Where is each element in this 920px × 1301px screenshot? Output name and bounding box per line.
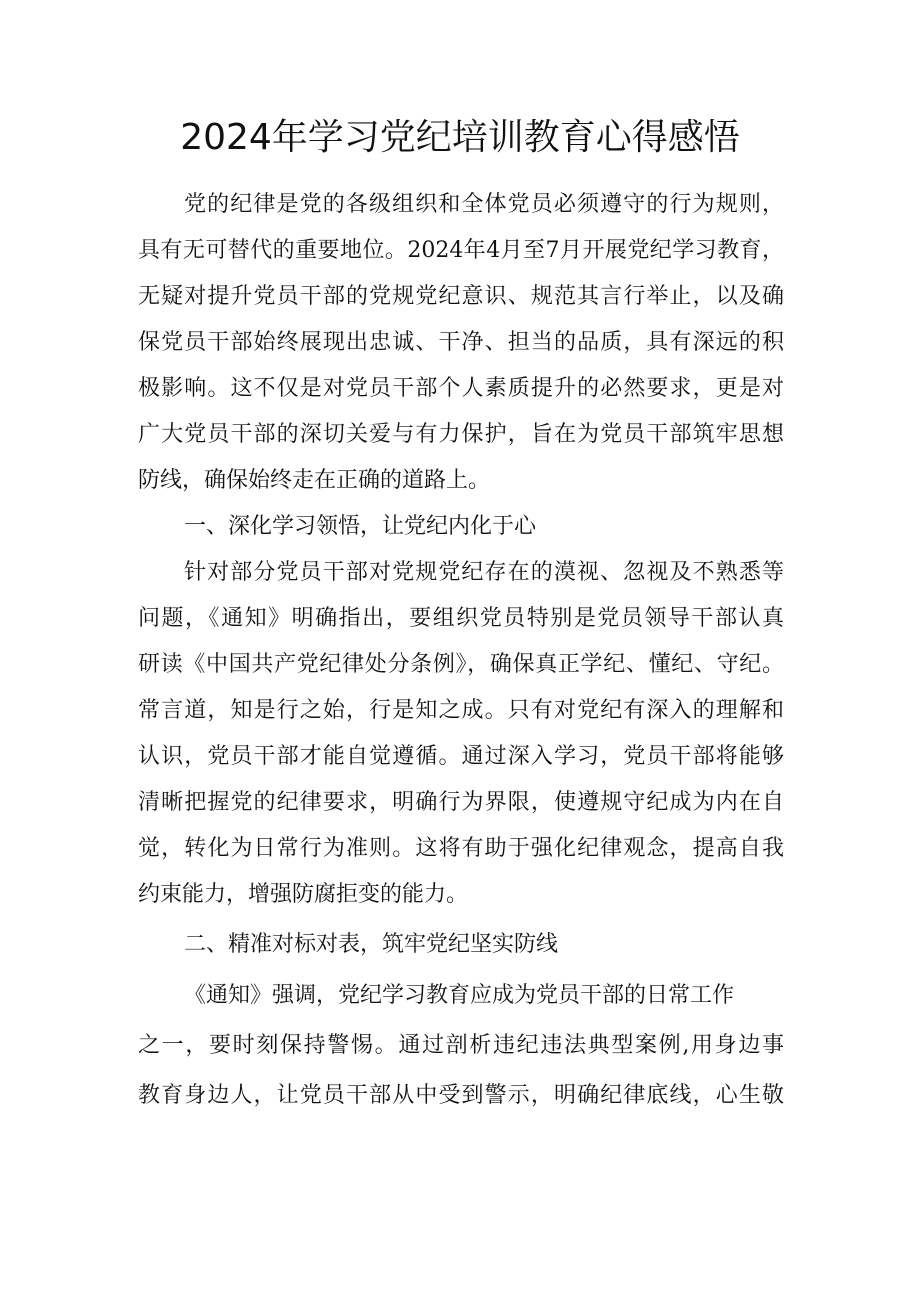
- paragraph-line: 针对部分党员干部对党规党纪存在的漠视、忽视及不熟悉等: [184, 560, 784, 585]
- paragraph-line: 具有无可替代的重要地位。2024年4月至7月开展党纪学习教育，: [138, 238, 784, 263]
- paragraph-line: 保党员干部始终展现出忠诚、干净、担当的品质，具有深远的积: [138, 330, 784, 355]
- paragraph-line: 无疑对提升党员干部的党规党纪意识、规范其言行举止，以及确: [138, 284, 784, 309]
- section-heading: 二、精准对标对表，筑牢党纪坚实防线: [184, 932, 559, 957]
- paragraph-line: 《通知》强调，党纪学习教育应成为党员干部的日常工作: [184, 983, 735, 1008]
- paragraph-line: 约束能力，增强防腐拒变的能力。: [138, 882, 469, 907]
- paragraph-line: 认识，党员干部才能自觉遵循。通过深入学习，党员干部将能够: [138, 744, 784, 769]
- section-heading: 一、深化学习领悟，让党纪内化于心: [184, 514, 537, 539]
- paragraph-line: 之一，要时刻保持警惕。通过剖析违纪违法典型案例,用身边事: [138, 1033, 784, 1058]
- paragraph-line: 党的纪律是党的各级组织和全体党员必须遵守的行为规则，: [184, 192, 784, 217]
- paragraph-line: 防线，确保始终走在正确的道路上。: [138, 468, 491, 493]
- paragraph-line: 教育身边人，让党员干部从中受到警示，明确纪律底线，心生敬: [138, 1083, 784, 1108]
- paragraph-line: 清晰把握党的纪律要求，明确行为界限，使遵规守纪成为内在自: [138, 790, 784, 815]
- document-title: 2024年学习党纪培训教育心得感悟: [180, 117, 740, 158]
- paragraph-line: 问题，《通知》明确指出，要组织党员特别是党员领导干部认真: [138, 606, 784, 631]
- paragraph-line: 研读《中国共产党纪律处分条例》，确保真正学纪、懂纪、守纪。: [138, 652, 784, 677]
- paragraph-line: 极影响。这不仅是对党员干部个人素质提升的必然要求，更是对: [138, 376, 784, 401]
- paragraph-line: 广大党员干部的深切关爱与有力保护，旨在为党员干部筑牢思想: [138, 422, 784, 447]
- paragraph-line: 觉，转化为日常行为准则。这将有助于强化纪律观念，提高自我: [138, 836, 784, 861]
- paragraph-line: 常言道，知是行之始，行是知之成。只有对党纪有深入的理解和: [138, 698, 784, 723]
